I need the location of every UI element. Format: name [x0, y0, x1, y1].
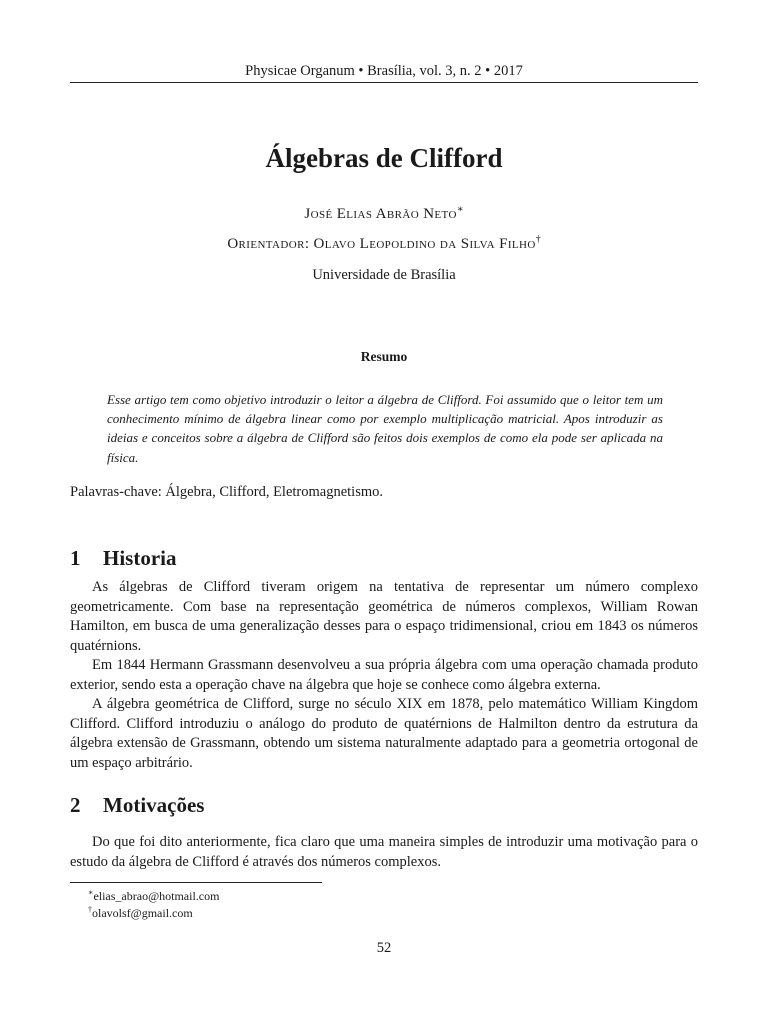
section-heading — [70, 792, 698, 818]
section-body — [70, 578, 698, 773]
paragraph: As álgebras de Clifford tiveram origem na tentativa de representar um número complexo geometricamente. Com base na representação geométrica de números complexos, William Rowan Hamilton, em busca de uma generalização desses para o espaço tridimensional, criou em 1843 os números quatérnions. — [70, 579, 698, 654]
paragraph: Do que foi dito anteriormente, fica claro que uma maneira simples de introduzir uma motivação para o estudo da álgebra de Clifford é através dos números complexos. — [70, 834, 698, 870]
header-rule — [70, 82, 698, 83]
paragraph: A álgebra geométrica de Clifford, surge no século XIX em 1878, pelo matemático William Kingdom Clifford. Clifford introduziu o análogo do produto de quatérnions de Halmilton dentro da estrutura da álgebra extensão de Grassmann, obtendo um sistema naturalmente adaptado para a geometria ortogonal de um espaço arbitrário. — [70, 696, 698, 771]
author-line — [70, 200, 698, 224]
section-title: Historia — [103, 546, 177, 570]
affiliation: Universidade de Brasília — [312, 267, 456, 283]
footnote-mark: ∗ — [88, 888, 94, 897]
paper-title: Álgebras de Clifford — [265, 143, 503, 173]
footnote-mark: † — [88, 905, 92, 914]
running-head: Physicae Organum • Brasília, vol. 3, n. 2 • 2017 — [245, 63, 523, 79]
footnote — [88, 902, 193, 921]
section-heading — [70, 545, 698, 571]
section-number: 1 — [70, 546, 81, 570]
advisor-footnote-mark: † — [535, 234, 541, 245]
abstract-heading: Resumo — [360, 349, 408, 364]
keywords: Palavras-chave: Álgebra, Clifford, Eletromagnetismo. — [70, 484, 383, 500]
advisor-line — [70, 230, 698, 254]
footnote-rule — [70, 882, 322, 883]
footnote-email: olavolsf@gmail.com — [92, 906, 193, 920]
paragraph: Em 1844 Hermann Grassmann desenvolveu a sua própria álgebra com uma operação chamada produto exterior, sendo esta a operação chave na álgebra que hoje se conhece como álgebra externa. — [70, 657, 698, 693]
section-title: Motivações — [103, 793, 205, 817]
advisor-name: Orientador: Olavo Leopoldino da Silva Filho — [227, 236, 536, 252]
section-number: 2 — [70, 793, 81, 817]
section-body — [70, 833, 698, 872]
author-footnote-mark: ∗ — [456, 204, 464, 215]
page-number: 52 — [376, 940, 392, 956]
footnote-email: elias_abrao@hotmail.com — [93, 889, 220, 903]
author-name: José Elias Abrão Neto — [304, 206, 457, 222]
abstract-text: Esse artigo tem como objetivo introduzir o leitor a álgebra de Clifford. Foi assumido que o leitor tem um conhecimento mínimo de álgebra linear como por exemplo multiplicação matricial. Apos introduzir as ideias e conceitos sobre a álgebra de Clifford são feitos dois exemplos de como ela pode ser aplicada na física. — [107, 392, 663, 465]
